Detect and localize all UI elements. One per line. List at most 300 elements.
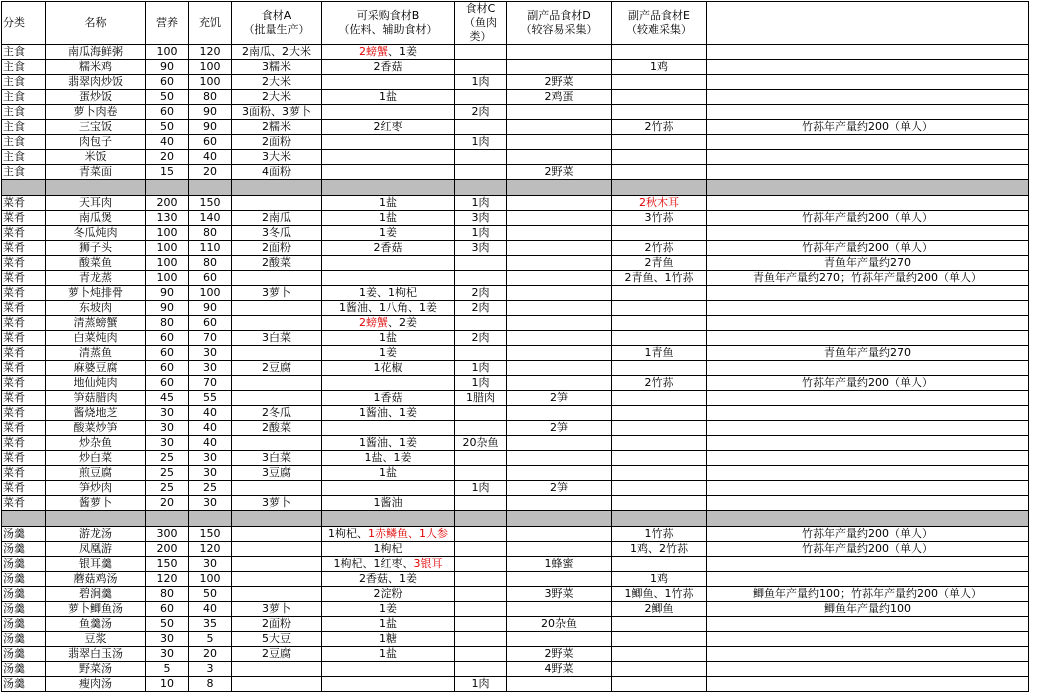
table-cell[interactable]: 25 xyxy=(189,481,232,496)
table-cell[interactable] xyxy=(232,481,322,496)
table-cell[interactable]: 1肉 xyxy=(455,135,507,150)
table-cell[interactable]: 麻婆豆腐 xyxy=(46,361,146,376)
table-cell[interactable] xyxy=(455,451,507,466)
table-cell[interactable]: 1鲫鱼、1竹荪 xyxy=(612,587,707,602)
table-cell[interactable]: 菜肴 xyxy=(2,361,46,376)
table-cell[interactable]: 2螃蟹、1姜 xyxy=(322,45,455,60)
column-header[interactable]: 可采购食材B （佐料、辅助食材） xyxy=(322,2,455,45)
table-cell[interactable] xyxy=(707,331,1029,346)
table-cell[interactable]: 30 xyxy=(146,632,189,647)
table-cell[interactable]: 3大米 xyxy=(232,150,322,165)
table-cell[interactable]: 60 xyxy=(146,331,189,346)
table-cell[interactable]: 汤羹 xyxy=(2,557,46,572)
table-cell[interactable]: 2豆腐 xyxy=(232,361,322,376)
table-cell[interactable]: 鲫鱼年产量约100 xyxy=(707,602,1029,617)
column-header[interactable]: 食材C （鱼肉类） xyxy=(455,2,507,45)
table-cell[interactable] xyxy=(507,496,612,511)
table-cell[interactable]: 瘦肉汤 xyxy=(46,677,146,692)
table-cell[interactable] xyxy=(612,165,707,180)
table-cell[interactable] xyxy=(455,316,507,331)
table-cell[interactable]: 1盐 xyxy=(322,331,455,346)
table-cell[interactable]: 60 xyxy=(189,135,232,150)
table-cell[interactable] xyxy=(707,165,1029,180)
table-cell[interactable] xyxy=(612,90,707,105)
table-cell[interactable]: 2淀粉 xyxy=(322,587,455,602)
table-cell[interactable] xyxy=(455,527,507,542)
table-cell[interactable]: 菜肴 xyxy=(2,421,46,436)
table-cell[interactable]: 汤羹 xyxy=(2,662,46,677)
table-cell[interactable]: 2竹荪 xyxy=(612,376,707,391)
table-cell[interactable]: 110 xyxy=(189,241,232,256)
table-cell[interactable]: 2笋 xyxy=(507,391,612,406)
table-cell[interactable]: 90 xyxy=(189,105,232,120)
table-cell[interactable]: 主食 xyxy=(2,90,46,105)
table-cell[interactable]: 翡翠白玉汤 xyxy=(46,647,146,662)
table-cell[interactable] xyxy=(455,150,507,165)
table-cell[interactable] xyxy=(507,451,612,466)
table-cell[interactable]: 2酸菜 xyxy=(232,421,322,436)
table-cell[interactable]: 300 xyxy=(146,527,189,542)
table-cell[interactable]: 菜肴 xyxy=(2,466,46,481)
table-cell[interactable]: 30 xyxy=(146,436,189,451)
table-cell[interactable] xyxy=(612,316,707,331)
table-cell[interactable]: 地仙炖肉 xyxy=(46,376,146,391)
table-cell[interactable]: 菜肴 xyxy=(2,436,46,451)
table-cell[interactable] xyxy=(707,466,1029,481)
table-cell[interactable] xyxy=(612,466,707,481)
table-cell[interactable]: 3萝卜 xyxy=(232,602,322,617)
table-cell[interactable]: 1花椒 xyxy=(322,361,455,376)
table-cell[interactable]: 豆浆 xyxy=(46,632,146,647)
table-cell[interactable]: 2野菜 xyxy=(507,75,612,90)
table-cell[interactable] xyxy=(707,647,1029,662)
table-cell[interactable] xyxy=(455,165,507,180)
table-cell[interactable]: 菜肴 xyxy=(2,286,46,301)
table-cell[interactable]: 100 xyxy=(189,75,232,90)
table-cell[interactable]: 1盐 xyxy=(322,617,455,632)
table-cell[interactable]: 130 xyxy=(146,211,189,226)
table-cell[interactable]: 20杂鱼 xyxy=(507,617,612,632)
table-cell[interactable]: 1肉 xyxy=(455,196,507,211)
table-cell[interactable]: 青鱼年产量约270 xyxy=(707,256,1029,271)
table-cell[interactable]: 菜肴 xyxy=(2,226,46,241)
table-cell[interactable]: 2香菇 xyxy=(322,60,455,75)
table-cell[interactable] xyxy=(612,406,707,421)
table-cell[interactable]: 萝卜炖排骨 xyxy=(46,286,146,301)
table-cell[interactable]: 3糯米 xyxy=(232,60,322,75)
table-cell[interactable]: 3野菜 xyxy=(507,587,612,602)
table-cell[interactable]: 3竹荪 xyxy=(612,211,707,226)
table-cell[interactable]: 汤羹 xyxy=(2,527,46,542)
table-cell[interactable]: 3冬瓜 xyxy=(232,226,322,241)
table-cell[interactable]: 青龙蒸 xyxy=(46,271,146,286)
table-cell[interactable]: 90 xyxy=(189,120,232,135)
table-cell[interactable]: 2大米 xyxy=(232,75,322,90)
table-cell[interactable]: 游龙汤 xyxy=(46,527,146,542)
table-cell[interactable]: 2肉 xyxy=(455,286,507,301)
table-cell[interactable]: 2肉 xyxy=(455,301,507,316)
table-cell[interactable]: 竹荪年产量约200（单人） xyxy=(707,527,1029,542)
table-cell[interactable] xyxy=(507,602,612,617)
table-cell[interactable]: 主食 xyxy=(2,45,46,60)
table-cell[interactable]: 60 xyxy=(146,75,189,90)
table-cell[interactable]: 20 xyxy=(146,496,189,511)
table-cell[interactable] xyxy=(507,301,612,316)
table-cell[interactable] xyxy=(707,60,1029,75)
table-cell[interactable]: 100 xyxy=(146,271,189,286)
table-cell[interactable] xyxy=(507,436,612,451)
table-cell[interactable]: 60 xyxy=(146,376,189,391)
table-cell[interactable]: 汤羹 xyxy=(2,572,46,587)
table-cell[interactable]: 主食 xyxy=(2,60,46,75)
table-cell[interactable]: 60 xyxy=(189,271,232,286)
table-cell[interactable]: 三宝饭 xyxy=(46,120,146,135)
table-cell[interactable]: 60 xyxy=(146,361,189,376)
table-cell[interactable]: 90 xyxy=(146,301,189,316)
table-cell[interactable] xyxy=(232,271,322,286)
table-cell[interactable]: 汤羹 xyxy=(2,632,46,647)
table-cell[interactable]: 40 xyxy=(189,436,232,451)
column-header[interactable]: 名称 xyxy=(46,2,146,45)
table-cell[interactable] xyxy=(707,496,1029,511)
table-cell[interactable]: 1鸡、2竹荪 xyxy=(612,542,707,557)
table-cell[interactable]: 2笋 xyxy=(507,421,612,436)
table-cell[interactable]: 1酱油、1姜 xyxy=(322,436,455,451)
table-cell[interactable] xyxy=(232,301,322,316)
table-cell[interactable]: 50 xyxy=(189,587,232,602)
table-cell[interactable] xyxy=(232,677,322,692)
table-cell[interactable]: 55 xyxy=(189,391,232,406)
table-cell[interactable]: 萝卜鲫鱼汤 xyxy=(46,602,146,617)
table-cell[interactable] xyxy=(707,286,1029,301)
table-cell[interactable]: 50 xyxy=(146,120,189,135)
table-cell[interactable]: 120 xyxy=(146,572,189,587)
table-cell[interactable] xyxy=(707,436,1029,451)
table-cell[interactable] xyxy=(612,135,707,150)
table-cell[interactable] xyxy=(232,527,322,542)
table-cell[interactable] xyxy=(612,331,707,346)
table-cell[interactable] xyxy=(507,466,612,481)
table-cell[interactable]: 1姜 xyxy=(322,602,455,617)
table-cell[interactable] xyxy=(455,346,507,361)
table-cell[interactable]: 主食 xyxy=(2,135,46,150)
table-cell[interactable]: 150 xyxy=(146,557,189,572)
table-cell[interactable]: 3 xyxy=(189,662,232,677)
table-cell[interactable]: 1腊肉 xyxy=(455,391,507,406)
table-cell[interactable]: 萝卜肉卷 xyxy=(46,105,146,120)
table-cell[interactable]: 青鱼年产量约270 xyxy=(707,346,1029,361)
table-cell[interactable]: 菜肴 xyxy=(2,481,46,496)
table-cell[interactable]: 40 xyxy=(146,135,189,150)
table-cell[interactable]: 蛋炒饭 xyxy=(46,90,146,105)
table-cell[interactable] xyxy=(322,165,455,180)
table-cell[interactable] xyxy=(232,572,322,587)
table-cell[interactable] xyxy=(612,557,707,572)
table-cell[interactable] xyxy=(507,60,612,75)
table-cell[interactable] xyxy=(507,316,612,331)
table-cell[interactable]: 鲫鱼年产量约100；竹荪年产量约200（单人） xyxy=(707,587,1029,602)
table-cell[interactable]: 100 xyxy=(189,572,232,587)
table-cell[interactable] xyxy=(507,135,612,150)
table-cell[interactable] xyxy=(455,572,507,587)
table-cell[interactable] xyxy=(455,602,507,617)
table-cell[interactable]: 3豆腐 xyxy=(232,466,322,481)
table-cell[interactable] xyxy=(507,271,612,286)
table-cell[interactable]: 炒白菜 xyxy=(46,451,146,466)
table-cell[interactable]: 野菜汤 xyxy=(46,662,146,677)
table-cell[interactable]: 主食 xyxy=(2,105,46,120)
table-cell[interactable]: 2螃蟹、2姜 xyxy=(322,316,455,331)
table-cell[interactable]: 2野菜 xyxy=(507,647,612,662)
table-cell[interactable] xyxy=(707,451,1029,466)
table-cell[interactable] xyxy=(707,105,1029,120)
table-cell[interactable] xyxy=(455,60,507,75)
table-cell[interactable]: 40 xyxy=(189,421,232,436)
table-cell[interactable]: 鱼羹汤 xyxy=(46,617,146,632)
table-cell[interactable] xyxy=(612,391,707,406)
table-cell[interactable]: 25 xyxy=(146,451,189,466)
table-cell[interactable]: 140 xyxy=(189,211,232,226)
table-cell[interactable]: 30 xyxy=(189,496,232,511)
table-cell[interactable] xyxy=(707,316,1029,331)
table-cell[interactable] xyxy=(707,572,1029,587)
table-cell[interactable]: 1糖 xyxy=(322,632,455,647)
table-cell[interactable] xyxy=(612,45,707,60)
table-cell[interactable]: 2糯米 xyxy=(232,120,322,135)
column-header[interactable]: 营养 xyxy=(146,2,189,45)
table-cell[interactable] xyxy=(612,632,707,647)
table-cell[interactable]: 30 xyxy=(189,466,232,481)
table-cell[interactable] xyxy=(707,361,1029,376)
table-cell[interactable]: 40 xyxy=(189,602,232,617)
table-cell[interactable] xyxy=(612,421,707,436)
table-cell[interactable]: 2竹荪 xyxy=(612,120,707,135)
table-cell[interactable]: 150 xyxy=(189,196,232,211)
table-cell[interactable] xyxy=(612,301,707,316)
table-cell[interactable]: 菜肴 xyxy=(2,241,46,256)
table-cell[interactable] xyxy=(612,150,707,165)
table-cell[interactable] xyxy=(707,196,1029,211)
table-cell[interactable] xyxy=(322,75,455,90)
table-cell[interactable]: 1肉 xyxy=(455,75,507,90)
table-cell[interactable]: 150 xyxy=(189,527,232,542)
table-cell[interactable] xyxy=(612,75,707,90)
table-cell[interactable]: 2鲫鱼 xyxy=(612,602,707,617)
table-cell[interactable]: 4面粉 xyxy=(232,165,322,180)
table-cell[interactable]: 南瓜煲 xyxy=(46,211,146,226)
table-cell[interactable]: 60 xyxy=(146,602,189,617)
table-cell[interactable]: 1肉 xyxy=(455,481,507,496)
table-cell[interactable] xyxy=(455,632,507,647)
table-cell[interactable]: 2肉 xyxy=(455,105,507,120)
table-cell[interactable]: 8 xyxy=(189,677,232,692)
table-cell[interactable]: 笋炒肉 xyxy=(46,481,146,496)
table-cell[interactable]: 80 xyxy=(189,90,232,105)
table-cell[interactable]: 2肉 xyxy=(455,331,507,346)
table-cell[interactable]: 3萝卜 xyxy=(232,286,322,301)
table-cell[interactable] xyxy=(507,45,612,60)
table-cell[interactable]: 白菜炖肉 xyxy=(46,331,146,346)
table-cell[interactable]: 翡翠肉炒饭 xyxy=(46,75,146,90)
table-cell[interactable] xyxy=(507,406,612,421)
table-cell[interactable] xyxy=(322,421,455,436)
table-cell[interactable]: 30 xyxy=(189,361,232,376)
table-cell[interactable] xyxy=(455,466,507,481)
table-cell[interactable]: 菜肴 xyxy=(2,271,46,286)
table-cell[interactable]: 100 xyxy=(146,226,189,241)
table-cell[interactable]: 菜肴 xyxy=(2,256,46,271)
table-cell[interactable]: 青鱼年产量约270；竹荪年产量约200（单人） xyxy=(707,271,1029,286)
table-cell[interactable]: 1枸杞、1红枣、3银耳 xyxy=(322,557,455,572)
table-cell[interactable]: 2青鱼、1竹荪 xyxy=(612,271,707,286)
table-cell[interactable]: 1肉 xyxy=(455,226,507,241)
table-cell[interactable]: 90 xyxy=(189,301,232,316)
table-cell[interactable] xyxy=(455,256,507,271)
table-cell[interactable]: 10 xyxy=(146,677,189,692)
table-cell[interactable]: 酱萝卜 xyxy=(46,496,146,511)
table-cell[interactable] xyxy=(707,391,1029,406)
table-cell[interactable]: 1姜 xyxy=(322,346,455,361)
table-cell[interactable] xyxy=(232,196,322,211)
table-cell[interactable]: 主食 xyxy=(2,150,46,165)
table-cell[interactable] xyxy=(707,150,1029,165)
table-cell[interactable]: 120 xyxy=(189,45,232,60)
table-cell[interactable] xyxy=(232,436,322,451)
table-cell[interactable]: 竹荪年产量约200（单人） xyxy=(707,120,1029,135)
table-cell[interactable]: 45 xyxy=(146,391,189,406)
table-cell[interactable]: 1盐、1姜 xyxy=(322,451,455,466)
table-cell[interactable]: 碧涧羹 xyxy=(46,587,146,602)
table-cell[interactable] xyxy=(322,150,455,165)
table-cell[interactable]: 菜肴 xyxy=(2,211,46,226)
table-cell[interactable]: 25 xyxy=(146,466,189,481)
table-cell[interactable] xyxy=(232,346,322,361)
table-cell[interactable]: 2豆腐 xyxy=(232,647,322,662)
table-cell[interactable]: 菜肴 xyxy=(2,376,46,391)
table-cell[interactable] xyxy=(707,481,1029,496)
table-cell[interactable] xyxy=(707,632,1029,647)
table-cell[interactable]: 90 xyxy=(146,60,189,75)
table-cell[interactable] xyxy=(507,572,612,587)
table-cell[interactable] xyxy=(612,481,707,496)
table-cell[interactable]: 汤羹 xyxy=(2,677,46,692)
table-cell[interactable]: 菜肴 xyxy=(2,496,46,511)
table-cell[interactable]: 60 xyxy=(189,316,232,331)
table-cell[interactable]: 竹荪年产量约200（单人） xyxy=(707,542,1029,557)
table-cell[interactable] xyxy=(455,90,507,105)
table-cell[interactable]: 青菜面 xyxy=(46,165,146,180)
table-cell[interactable]: 80 xyxy=(189,256,232,271)
table-cell[interactable]: 冬瓜炖肉 xyxy=(46,226,146,241)
table-cell[interactable]: 肉包子 xyxy=(46,135,146,150)
table-cell[interactable] xyxy=(612,662,707,677)
table-cell[interactable]: 蘑菇鸡汤 xyxy=(46,572,146,587)
table-cell[interactable] xyxy=(612,677,707,692)
table-cell[interactable]: 2面粉 xyxy=(232,617,322,632)
table-cell[interactable] xyxy=(707,406,1029,421)
table-cell[interactable]: 1酱油 xyxy=(322,496,455,511)
table-cell[interactable]: 汤羹 xyxy=(2,647,46,662)
table-cell[interactable] xyxy=(322,481,455,496)
table-cell[interactable] xyxy=(707,677,1029,692)
table-cell[interactable] xyxy=(507,241,612,256)
table-cell[interactable] xyxy=(707,617,1029,632)
table-cell[interactable]: 1肉 xyxy=(455,361,507,376)
table-cell[interactable] xyxy=(322,256,455,271)
table-cell[interactable]: 3肉 xyxy=(455,211,507,226)
table-cell[interactable]: 1姜 xyxy=(322,226,455,241)
table-cell[interactable]: 南瓜海鲜粥 xyxy=(46,45,146,60)
table-cell[interactable]: 4野菜 xyxy=(507,662,612,677)
table-cell[interactable]: 汤羹 xyxy=(2,617,46,632)
table-cell[interactable]: 酸菜炒笋 xyxy=(46,421,146,436)
table-cell[interactable]: 3面粉、3萝卜 xyxy=(232,105,322,120)
table-cell[interactable]: 90 xyxy=(146,286,189,301)
table-cell[interactable] xyxy=(455,271,507,286)
table-cell[interactable]: 1盐 xyxy=(322,211,455,226)
table-cell[interactable] xyxy=(707,135,1029,150)
table-cell[interactable] xyxy=(232,542,322,557)
table-cell[interactable] xyxy=(612,361,707,376)
table-cell[interactable]: 凤凰游 xyxy=(46,542,146,557)
table-cell[interactable]: 主食 xyxy=(2,165,46,180)
table-cell[interactable] xyxy=(707,301,1029,316)
table-cell[interactable]: 1蜂蜜 xyxy=(507,557,612,572)
table-cell[interactable] xyxy=(507,542,612,557)
column-header[interactable]: 副产品食材D （较容易采集） xyxy=(507,2,612,45)
table-cell[interactable]: 糯米鸡 xyxy=(46,60,146,75)
table-cell[interactable] xyxy=(612,451,707,466)
table-cell[interactable] xyxy=(322,677,455,692)
table-cell[interactable]: 40 xyxy=(189,406,232,421)
table-cell[interactable]: 100 xyxy=(146,241,189,256)
table-cell[interactable]: 35 xyxy=(189,617,232,632)
table-cell[interactable]: 2香菇 xyxy=(322,241,455,256)
column-header[interactable]: 分类 xyxy=(2,2,46,45)
table-cell[interactable]: 100 xyxy=(189,60,232,75)
table-cell[interactable] xyxy=(232,316,322,331)
table-cell[interactable]: 1竹荪 xyxy=(612,527,707,542)
table-cell[interactable] xyxy=(612,647,707,662)
table-cell[interactable]: 1盐 xyxy=(322,196,455,211)
table-cell[interactable]: 菜肴 xyxy=(2,451,46,466)
table-cell[interactable]: 80 xyxy=(146,587,189,602)
table-cell[interactable]: 1姜、1枸杞 xyxy=(322,286,455,301)
table-cell[interactable]: 2青鱼 xyxy=(612,256,707,271)
table-cell[interactable]: 2野菜 xyxy=(507,165,612,180)
table-cell[interactable] xyxy=(707,75,1029,90)
table-cell[interactable]: 20 xyxy=(189,647,232,662)
table-cell[interactable] xyxy=(507,120,612,135)
table-cell[interactable]: 2香菇、1姜 xyxy=(322,572,455,587)
table-cell[interactable]: 2面粉 xyxy=(232,241,322,256)
table-cell[interactable] xyxy=(455,587,507,602)
table-cell[interactable] xyxy=(507,376,612,391)
table-cell[interactable]: 2南瓜、2大米 xyxy=(232,45,322,60)
table-cell[interactable]: 菜肴 xyxy=(2,346,46,361)
table-cell[interactable]: 1枸杞、1赤鳞鱼、1人参 xyxy=(322,527,455,542)
table-cell[interactable] xyxy=(232,557,322,572)
table-cell[interactable]: 2大米 xyxy=(232,90,322,105)
table-cell[interactable] xyxy=(455,45,507,60)
table-cell[interactable]: 1酱油、1八角、1姜 xyxy=(322,301,455,316)
table-cell[interactable] xyxy=(455,647,507,662)
table-cell[interactable]: 25 xyxy=(146,481,189,496)
table-cell[interactable]: 2笋 xyxy=(507,481,612,496)
table-cell[interactable]: 20 xyxy=(146,150,189,165)
table-cell[interactable] xyxy=(507,196,612,211)
table-cell[interactable]: 清蒸螃蟹 xyxy=(46,316,146,331)
